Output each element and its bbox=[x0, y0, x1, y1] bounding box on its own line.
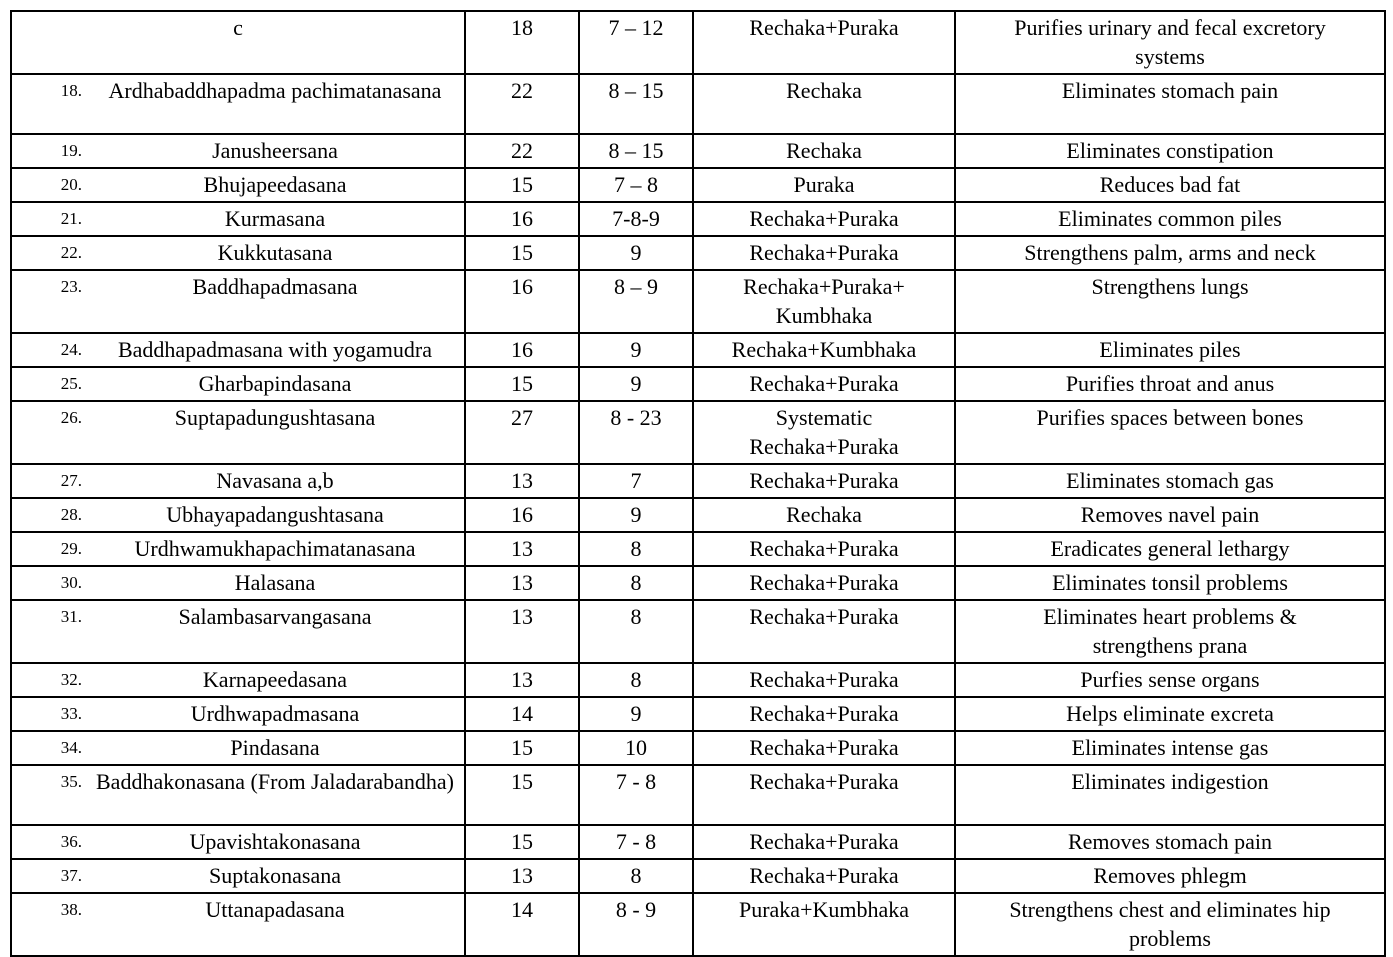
asana-name-cell bbox=[11, 765, 465, 825]
count-cell: 15 bbox=[465, 731, 579, 765]
breathing-cell: Rechaka+Puraka bbox=[693, 663, 955, 697]
breathing-cell: Rechaka+Puraka bbox=[693, 697, 955, 731]
table-row bbox=[11, 663, 1385, 697]
count-cell: 15 bbox=[465, 825, 579, 859]
table-row bbox=[11, 74, 1385, 134]
row-number: 38. bbox=[60, 900, 82, 919]
asana-name-cell bbox=[11, 859, 465, 893]
table-row bbox=[11, 464, 1385, 498]
asana-name: Janusheersana bbox=[212, 138, 338, 163]
effect-cell: Removes stomach pain bbox=[955, 825, 1385, 859]
breathing-cell: Systematic Rechaka+Puraka bbox=[693, 401, 955, 464]
breathing-cell: Rechaka+Puraka bbox=[693, 566, 955, 600]
count-cell: 16 bbox=[465, 270, 579, 333]
effect-cell: Strengthens lungs bbox=[955, 270, 1385, 333]
asana-name-cell bbox=[11, 74, 465, 134]
range-cell: 7 - 8 bbox=[579, 765, 693, 825]
table-row bbox=[11, 202, 1385, 236]
table-row bbox=[11, 333, 1385, 367]
table-row bbox=[11, 600, 1385, 663]
range-cell: 8 – 9 bbox=[579, 270, 693, 333]
effect-cell: Strengthens chest and eliminates hip problems bbox=[955, 893, 1385, 956]
asana-name-cell bbox=[11, 663, 465, 697]
count-cell: 13 bbox=[465, 663, 579, 697]
effect-cell: Helps eliminate excreta bbox=[955, 697, 1385, 731]
asana-name: Suptakonasana bbox=[209, 863, 341, 888]
breathing-cell: Rechaka+Puraka bbox=[693, 731, 955, 765]
asana-name-cell bbox=[11, 532, 465, 566]
asana-name: Ardhabaddhapadma pachimatanasana bbox=[108, 78, 442, 103]
effect-cell: Eliminates constipation bbox=[955, 134, 1385, 168]
row-number: 25. bbox=[60, 374, 82, 393]
breathing-cell: Rechaka+Puraka bbox=[693, 11, 955, 74]
asana-name: Baddhakonasana (From Jaladarabandha) bbox=[96, 769, 454, 794]
count-cell: 22 bbox=[465, 134, 579, 168]
row-number: 21. bbox=[60, 209, 82, 228]
breathing-cell: Puraka+Kumbhaka bbox=[693, 893, 955, 956]
asana-name: Halasana bbox=[234, 570, 316, 595]
row-number: 27. bbox=[60, 471, 82, 490]
table-row bbox=[11, 859, 1385, 893]
range-cell: 9 bbox=[579, 498, 693, 532]
asana-name-cell bbox=[11, 825, 465, 859]
asana-name: Urdhwapadmasana bbox=[190, 701, 360, 726]
breathing-cell: Rechaka bbox=[693, 498, 955, 532]
row-number: 35. bbox=[60, 772, 82, 791]
asana-name: Urdhwamukhapachimatanasana bbox=[134, 536, 416, 561]
table-row bbox=[11, 367, 1385, 401]
breathing-cell: Puraka bbox=[693, 168, 955, 202]
effect-cell: Eliminates common piles bbox=[955, 202, 1385, 236]
range-cell: 9 bbox=[579, 333, 693, 367]
asana-name-cell bbox=[11, 401, 465, 464]
effect-cell: Purfies sense organs bbox=[955, 663, 1385, 697]
effect-cell: Removes navel pain bbox=[955, 498, 1385, 532]
count-cell: 15 bbox=[465, 236, 579, 270]
effect-cell: Eradicates general lethargy bbox=[955, 532, 1385, 566]
asana-name: Pindasana bbox=[230, 735, 320, 760]
count-cell: 13 bbox=[465, 859, 579, 893]
asana-name: Baddhapadmasana bbox=[192, 274, 358, 299]
effect-cell: Eliminates heart problems & strengthens prana bbox=[955, 600, 1385, 663]
asana-name-cell bbox=[11, 464, 465, 498]
count-cell: 18 bbox=[465, 11, 579, 74]
asana-name: Karnapeedasana bbox=[202, 667, 348, 692]
row-number: 29. bbox=[60, 539, 82, 558]
count-cell: 13 bbox=[465, 532, 579, 566]
asana-name: Bhujapeedasana bbox=[203, 172, 347, 197]
count-cell: 13 bbox=[465, 566, 579, 600]
range-cell: 7-8-9 bbox=[579, 202, 693, 236]
breathing-cell: Rechaka+Puraka bbox=[693, 765, 955, 825]
count-cell: 15 bbox=[465, 765, 579, 825]
effect-cell: Purifies spaces between bones bbox=[955, 401, 1385, 464]
asana-name: Gharbapindasana bbox=[198, 371, 352, 396]
row-number: 33. bbox=[60, 704, 82, 723]
row-number: 19. bbox=[60, 141, 82, 160]
asana-name: Ubhayapadangushtasana bbox=[166, 502, 384, 527]
effect-cell: Purifies throat and anus bbox=[955, 367, 1385, 401]
breathing-cell: Rechaka+Puraka bbox=[693, 236, 955, 270]
breathing-cell: Rechaka+Puraka bbox=[693, 202, 955, 236]
effect-cell: Eliminates indigestion bbox=[955, 765, 1385, 825]
asana-name-cell bbox=[11, 367, 465, 401]
effect-cell: Eliminates stomach pain bbox=[955, 74, 1385, 134]
row-number: 20. bbox=[60, 175, 82, 194]
breathing-cell: Rechaka+Puraka bbox=[693, 464, 955, 498]
asana-name: Suptapadungushtasana bbox=[174, 405, 376, 430]
asana-name-cell bbox=[11, 168, 465, 202]
asana-name-cell bbox=[11, 566, 465, 600]
range-cell: 8 bbox=[579, 600, 693, 663]
effect-cell: Eliminates intense gas bbox=[955, 731, 1385, 765]
count-cell: 13 bbox=[465, 464, 579, 498]
range-cell: 7 – 12 bbox=[579, 11, 693, 74]
asana-name: Salambasarvangasana bbox=[178, 604, 372, 629]
range-cell: 8 – 15 bbox=[579, 74, 693, 134]
asana-name-cell bbox=[11, 11, 465, 74]
row-number: 24. bbox=[60, 340, 82, 359]
asana-name: Kurmasana bbox=[224, 206, 326, 231]
range-cell: 8 bbox=[579, 532, 693, 566]
breathing-cell: Rechaka bbox=[693, 134, 955, 168]
range-cell: 10 bbox=[579, 731, 693, 765]
table-row bbox=[11, 270, 1385, 333]
count-cell: 14 bbox=[465, 697, 579, 731]
table-row bbox=[11, 825, 1385, 859]
effect-cell: Strengthens palm, arms and neck bbox=[955, 236, 1385, 270]
row-number: 31. bbox=[60, 607, 82, 626]
asana-name-cell bbox=[11, 893, 465, 956]
table-row bbox=[11, 532, 1385, 566]
effect-cell: Eliminates tonsil problems bbox=[955, 566, 1385, 600]
effect-cell: Reduces bad fat bbox=[955, 168, 1385, 202]
table-row bbox=[11, 11, 1385, 74]
asana-name-cell bbox=[11, 697, 465, 731]
row-number: 30. bbox=[60, 573, 82, 592]
row-number: 36. bbox=[60, 832, 82, 851]
table-row bbox=[11, 765, 1385, 825]
range-cell: 9 bbox=[579, 367, 693, 401]
effect-cell: Eliminates piles bbox=[955, 333, 1385, 367]
asana-name-cell bbox=[11, 600, 465, 663]
breathing-cell: Rechaka bbox=[693, 74, 955, 134]
row-number: 34. bbox=[60, 738, 82, 757]
asana-table bbox=[10, 10, 1386, 957]
table-row bbox=[11, 697, 1385, 731]
table-body bbox=[11, 11, 1385, 956]
row-number: 26. bbox=[60, 408, 82, 427]
range-cell: 8 – 15 bbox=[579, 134, 693, 168]
range-cell: 7 bbox=[579, 464, 693, 498]
range-cell: 9 bbox=[579, 697, 693, 731]
row-number: 23. bbox=[60, 277, 82, 296]
range-cell: 8 bbox=[579, 566, 693, 600]
count-cell: 16 bbox=[465, 333, 579, 367]
breathing-cell: Rechaka+Puraka bbox=[693, 367, 955, 401]
breathing-cell: Rechaka+Puraka bbox=[693, 532, 955, 566]
range-cell: 8 - 23 bbox=[579, 401, 693, 464]
count-cell: 15 bbox=[465, 168, 579, 202]
asana-name: Uttanapadasana bbox=[205, 897, 345, 922]
row-number: 37. bbox=[60, 866, 82, 885]
asana-name: Kukkutasana bbox=[217, 240, 333, 265]
table-row bbox=[11, 236, 1385, 270]
effect-cell: Purifies urinary and fecal excretory systems bbox=[955, 11, 1385, 74]
asana-name: Navasana a,b bbox=[216, 468, 334, 493]
asana-name-cell bbox=[11, 202, 465, 236]
breathing-cell: Rechaka+Puraka bbox=[693, 600, 955, 663]
count-cell: 14 bbox=[465, 893, 579, 956]
range-cell: 9 bbox=[579, 236, 693, 270]
asana-name: c bbox=[233, 15, 243, 40]
asana-name-cell bbox=[11, 333, 465, 367]
table-row bbox=[11, 401, 1385, 464]
table-row bbox=[11, 566, 1385, 600]
table-row bbox=[11, 498, 1385, 532]
asana-name-cell bbox=[11, 731, 465, 765]
asana-name-cell bbox=[11, 498, 465, 532]
count-cell: 16 bbox=[465, 498, 579, 532]
breathing-cell: Rechaka+Kumbhaka bbox=[693, 333, 955, 367]
row-number: 22. bbox=[60, 243, 82, 262]
breathing-cell: Rechaka+Puraka bbox=[693, 825, 955, 859]
range-cell: 7 - 8 bbox=[579, 825, 693, 859]
count-cell: 27 bbox=[465, 401, 579, 464]
asana-name-cell bbox=[11, 236, 465, 270]
breathing-cell: Rechaka+Puraka bbox=[693, 859, 955, 893]
asana-name: Baddhapadmasana with yogamudra bbox=[117, 337, 432, 362]
table-row bbox=[11, 168, 1385, 202]
count-cell: 13 bbox=[465, 600, 579, 663]
row-number: 32. bbox=[60, 670, 82, 689]
range-cell: 7 – 8 bbox=[579, 168, 693, 202]
range-cell: 8 bbox=[579, 859, 693, 893]
table-row bbox=[11, 134, 1385, 168]
count-cell: 15 bbox=[465, 367, 579, 401]
asana-name: Upavishtakonasana bbox=[189, 829, 361, 854]
table-row bbox=[11, 893, 1385, 956]
effect-cell: Eliminates stomach gas bbox=[955, 464, 1385, 498]
row-number: 28. bbox=[60, 505, 82, 524]
count-cell: 16 bbox=[465, 202, 579, 236]
count-cell: 22 bbox=[465, 74, 579, 134]
breathing-cell: Rechaka+Puraka+ Kumbhaka bbox=[693, 270, 955, 333]
row-number: 18. bbox=[60, 81, 82, 100]
effect-cell: Removes phlegm bbox=[955, 859, 1385, 893]
range-cell: 8 bbox=[579, 663, 693, 697]
table-row bbox=[11, 731, 1385, 765]
range-cell: 8 - 9 bbox=[579, 893, 693, 956]
asana-name-cell bbox=[11, 134, 465, 168]
asana-name-cell bbox=[11, 270, 465, 333]
